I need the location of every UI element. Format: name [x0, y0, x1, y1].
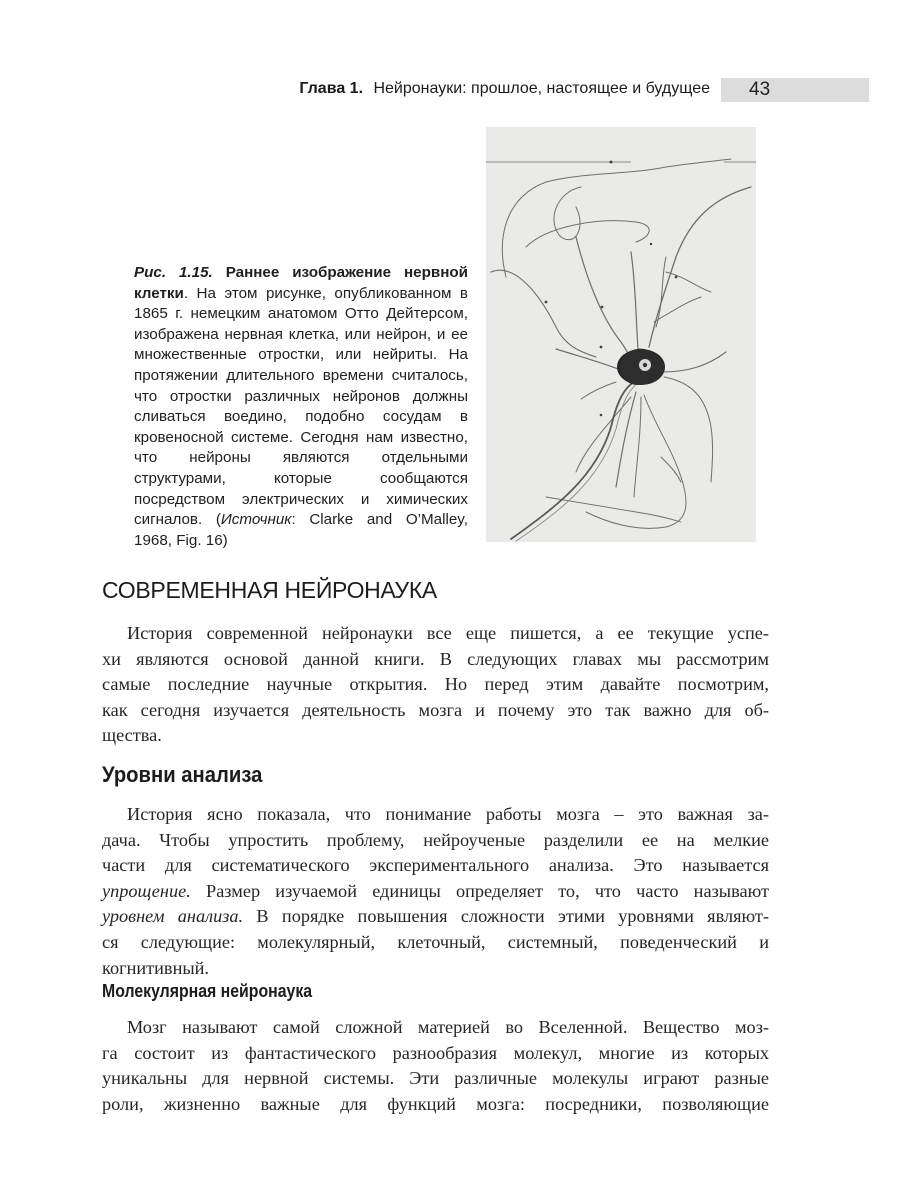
section-title-modern-neuroscience: СОВРЕМЕННАЯ НЕЙРОНАУКА	[102, 577, 437, 603]
chapter-title: Нейронауки: прошлое, настоящее и будущее	[373, 80, 710, 97]
neuron-figure	[486, 127, 756, 542]
figure-title: Раннее изображение нервной клетки	[134, 264, 468, 302]
page-number-box	[721, 78, 869, 102]
running-head-text	[299, 80, 710, 98]
neuron-drawing-icon	[486, 127, 756, 542]
text-line: уникальны для нервной системы. Эти различные молекулы играют разные	[102, 1068, 769, 1089]
text-line: как сегодня изучается деятельность мозга и почему это так важно для об-	[102, 699, 769, 720]
source-text: : Clarke and O’Malley, 1968, Fig. 16)	[134, 511, 468, 549]
text-line: Мозг называют самой сложной материей во Вселенной. Вещество моз-	[127, 1017, 769, 1037]
text-line: История современной нейронауки все еще пишется, а ее текущие успе-	[127, 623, 769, 643]
term-level-of-analysis: уровнем анализа.	[102, 906, 244, 927]
term-simplification: упрощение.	[102, 880, 191, 901]
text-line: ся следующие: молекулярный, клеточный, системный, поведенческий и	[102, 931, 769, 952]
paragraph-levels-of-analysis	[102, 802, 769, 981]
text-line	[102, 879, 769, 905]
text-fragment: Размер изучаемой единицы определяет то, что часто называют	[190, 880, 769, 901]
source-label: Источник	[220, 511, 292, 529]
text-line: когнитивный.	[102, 957, 209, 978]
page-number: 43	[749, 79, 771, 100]
text-line	[102, 904, 769, 930]
text-line: щества.	[102, 725, 162, 746]
text-line: га состоит из фантастического разнообразия молекул, многие из которых	[102, 1042, 769, 1063]
chapter-label: Глава 1.	[299, 80, 364, 97]
figure-number: Рис. 1.15.	[134, 264, 213, 281]
running-head	[0, 78, 900, 102]
text-line: История ясно показала, что понимание работы мозга – это важная за-	[127, 804, 769, 824]
caption-text: . На этом рисунке, опубликованном в 1865 г. немецким анатомом Отто Дейтерсом, изображена нервная клетка, или нейрон, и ее множественные отростки, или нейриты. На протяжении длительного времени считалось, что отростки различных нейронов должны сливаться воедино, подобно сосудам в кровеносной системе. Сегодня нам известно, что нейроны являются отдельными структурами, которые сообщаются посредством электрических и химических сигналов. (	[134, 284, 468, 529]
text-line: дача. Чтобы упростить проблему, нейроученые разделили ее на мелкие	[102, 829, 769, 850]
text-fragment: В порядке повышения сложности этими уровнями являют-	[243, 906, 769, 927]
subsection-title-levels-of-analysis: Уровни анализа	[102, 762, 263, 787]
text-line: хи являются основой данной книги. В следующих главах мы рассмотрим	[102, 648, 769, 669]
text-line: части для систематического экспериментального анализа. Это называется	[102, 855, 769, 876]
text-line: самые последние научные открытия. Но перед этим давайте посмотрим,	[102, 674, 769, 695]
figure-caption	[134, 263, 468, 551]
paragraph-modern-neuroscience	[102, 621, 769, 749]
subsubsection-title-molecular-neuroscience: Молекулярная нейронаука	[102, 981, 313, 1001]
paragraph-molecular-neuroscience	[102, 1015, 769, 1117]
text-line: роли, жизненно важные для функций мозга: посредники, позволяющие	[102, 1093, 769, 1114]
